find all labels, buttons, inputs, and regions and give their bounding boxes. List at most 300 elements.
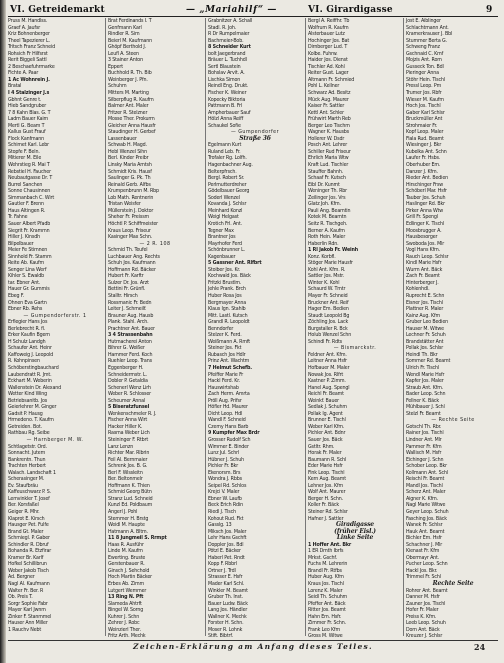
directory-entry: Rainer Jos. Tischl <box>406 430 444 437</box>
directory-entry: Gstltr. Rhm. <box>308 443 335 450</box>
directory-entry: Seipel Rd. Schlos <box>208 482 247 489</box>
directory-entry: Kotek M. Beamtn <box>308 214 347 221</box>
header-page-number: 9 <box>486 5 493 15</box>
directory-entry: 7 8 Kahn Blas. G. T <box>8 109 51 116</box>
directory-entry: Mayrhofer Ferd <box>208 240 242 247</box>
directory-entry: Seidl Th. Schuhm <box>308 594 348 601</box>
directory-entry: Mayer Fr. Schneid <box>308 292 348 299</box>
directory-entry: Meier Fe Stimnen <box>8 247 48 254</box>
directory-entry: Kastner P. Zimm. <box>308 378 346 385</box>
directory-entry: — Rechte Seite <box>431 417 475 424</box>
directory-entry: Pohl L. Kellner <box>308 83 340 90</box>
directory-entry: Bader Leop. Schn <box>406 391 446 398</box>
directory-entry: Horak Fr. Maler <box>308 450 342 457</box>
directory-entry: Hebl Wenzel Sihn <box>108 148 147 155</box>
directory-entry: Brand Gt. Maler <box>8 528 44 535</box>
directory-entry: Pirker Anna Wtw <box>406 207 443 214</box>
directory-entry: Eisner Jos. Tischl <box>406 299 443 306</box>
directory-entry: Neubautgasse Dr. T <box>8 175 53 182</box>
directory-entry: Theel Tapezierer L. <box>8 37 50 44</box>
directory-entry: Zauner Jos. Tischl <box>406 600 446 607</box>
directory-entry: Tischler Ad. Kohl <box>308 63 345 70</box>
directory-entry: Kraus Leop. Friseur <box>108 227 151 234</box>
directory-entry: Stöhr Hein. Tischl <box>406 76 446 83</box>
directory-entry: Bergl A. Reiffhr. Tb <box>308 18 350 24</box>
directory-entry: R. Kohnpinsen <box>8 358 40 365</box>
directory-entry: Zach Fr. Beamt <box>406 273 440 280</box>
directory-entry: 1 Rauchv Nebt <box>8 626 42 633</box>
directory-entry: Lehr Hans Gschft <box>208 535 247 542</box>
directory-entry: Flock Kanfmann <box>8 135 45 142</box>
directory-entry: Schimet Karl. Lebr <box>8 142 49 149</box>
directory-entry: Ohnen Eva Gartn <box>8 299 47 306</box>
directory-entry: Pötzl E. Bäcker <box>208 548 241 555</box>
directory-entry: Leeb Leop. Schuh <box>406 620 446 627</box>
directory-entry: Eppert <box>108 63 123 70</box>
directory-entry: Weidl M. Haupte <box>108 522 145 529</box>
directory-entry: Haberl Pet. Rndt <box>208 554 245 561</box>
directory-entry: Kubelka Ant. Schn <box>406 148 447 155</box>
directory-entry: Schaurd W. Tmtr <box>308 286 346 293</box>
directory-entry: Kohout Rud. Fkt <box>208 515 244 522</box>
directory-entry: Hubert Fr. Karftr <box>108 273 144 280</box>
directory-entry: Luchbauer Ang. Rechts <box>108 253 160 260</box>
directory-entry: Balmer Ant. Maler <box>108 103 149 110</box>
directory-entry: Egelmann Kurt <box>208 142 242 149</box>
column-2 <box>108 18 202 640</box>
directory-entry: Hoffmann Rd. Bäcker <box>108 266 156 273</box>
directory-entry: Rathbau Rg. Seibe <box>8 430 50 437</box>
directory-entry: Hanel Aug. Spengl <box>308 384 350 391</box>
directory-entry: Schiller Rud Friseur <box>308 148 351 155</box>
directory-entry: Koller Fr. Bäck <box>308 502 339 509</box>
directory-entry: Laufer Fr. Hsbs. <box>406 155 441 162</box>
directory-entry: Bratal <box>8 83 22 90</box>
directory-entry: Posch Ant. Lehrer <box>308 142 348 149</box>
directory-entry: Sommer Rd. Beamt <box>406 358 451 365</box>
directory-entry: Leitner Anna Hsfr <box>308 358 347 365</box>
directory-entry: Tegner Max <box>208 227 234 234</box>
directory-entry: Klaprot E. Kirsch <box>8 515 45 522</box>
directory-entry: Kaffoweig J. Leopold <box>8 351 54 358</box>
directory-entry: Pichler Fr. Bkr <box>208 463 239 470</box>
directory-entry: bolt Jaegerbrand <box>208 50 246 57</box>
directory-entry: Schtlagetstr. Ord. <box>8 443 47 450</box>
directory-entry: Reichl Fr. Beamt <box>308 391 344 398</box>
directory-entry: Simmanbach C. Wirt <box>8 194 55 201</box>
directory-entry: Wenkenschmeler R. J. <box>108 410 157 417</box>
directory-entry: Höfler Hd. Maurer <box>208 404 248 411</box>
directory-entry: Ampherbauer Sauf <box>208 109 251 116</box>
directory-entry: Schwarz Ad. Besitz <box>308 90 351 97</box>
directory-entry: Gödelbauer Georg <box>208 188 250 195</box>
directory-entry: Schöberstingbauchard <box>8 364 59 371</box>
directory-entry: Rasma Weber Lich <box>108 430 150 437</box>
directory-entry: Hahn Em. Hsfr. <box>308 613 342 620</box>
directory-entry: Staudinger H. Gerbef <box>108 129 156 136</box>
directory-entry: Haslinger Rd. Bkr <box>406 201 445 208</box>
directory-entry: Feldner Ant. Kfm. <box>308 351 347 358</box>
directory-entry: Seitz R. Tischgeh. <box>308 220 348 227</box>
directory-entry: Berner A. Kaufm <box>308 227 345 234</box>
directory-entry: Kapfer Jos. Maler <box>406 378 444 385</box>
directory-entry: Laubendratt R. Jmt. <box>8 371 52 378</box>
directory-entry: Stemmer H. Brstg <box>108 515 149 522</box>
directory-entry: Brandl Fr. Rtfbs <box>308 567 342 574</box>
footer-rule <box>8 640 498 641</box>
directory-entry: Moosbrugger A. <box>406 227 442 234</box>
directory-entry: Hoch Martin Bäcker <box>108 574 152 581</box>
directory-entry: I 4 Stalzinger J.s <box>8 90 50 97</box>
directory-entry: Stoiber Jos. Kr. <box>208 266 241 273</box>
directory-entry: Sorgr Sophie Fabr <box>8 600 48 607</box>
directory-entry: Linde M. Kaufm <box>108 548 143 555</box>
directory-entry: Kollmann Ant. Schl <box>406 469 449 476</box>
directory-entry: Hoch Jos. Tischl <box>406 103 441 110</box>
header-left-street: VI. Getreidemarkt <box>10 5 105 15</box>
directory-entry: Geyer Leop. Schuh <box>406 509 449 516</box>
directory-entry: Plattner R. Maler <box>406 306 444 313</box>
directory-entry: Wallenstein Dr. Alexand <box>8 384 61 391</box>
directory-entry: Giradigasse <box>336 521 374 529</box>
directory-entry: Kagenbauer <box>208 253 236 260</box>
directory-entry: Pfeiffer Marie Fr <box>208 371 244 378</box>
directory-entry: Rossmanic Fr. Bedn <box>108 299 152 306</box>
directory-entry: Linsky Maria Amtsh <box>108 162 152 169</box>
directory-entry: Konz. Korbfl. <box>308 253 336 260</box>
footer-page-number: 24 <box>474 642 486 652</box>
directory-entry: Bohanda R. Etzfirar <box>8 548 52 555</box>
directory-entry: Grosser Rudolf Sch <box>208 437 251 443</box>
directory-entry: Schuhm <box>108 83 127 90</box>
directory-entry: Rerit Biggeli Sattl <box>8 57 47 64</box>
directory-entry: Lindner Ant. Mlr <box>406 437 442 443</box>
directory-entry: Schweng Franz <box>406 44 440 51</box>
directory-entry: Kreuzer J. Schlsr <box>406 633 443 640</box>
directory-entry: Rohsich Fr Hilfsrst <box>8 50 48 57</box>
directory-entry: Brantner Jos <box>208 234 236 241</box>
directory-entry: Wieser M. Kaufm <box>406 96 444 103</box>
directory-entry: Pieringer Anna <box>406 70 439 77</box>
directory-entry: Lob Math. Rentnerin <box>108 194 154 201</box>
directory-entry: Gbhnt Genre t. <box>8 96 42 103</box>
directory-entry: Gleicher Anna Hausfr <box>108 122 156 129</box>
directory-entry: Plank. Stahl. Arch. <box>108 319 149 326</box>
directory-entry: Fritzki Brustlm. <box>208 279 242 286</box>
directory-entry: Hauswirtshab <box>208 384 239 391</box>
directory-entry: Kochwald Jos. Bäck <box>208 273 251 280</box>
directory-entry: 1 ER Dmth Ibrfs <box>308 548 344 555</box>
directory-entry: Buchhold R. Th. Bib <box>108 70 152 77</box>
directory-entry: Winkler M. Beamt <box>208 587 248 594</box>
directory-entry: Bräuer L. Tuchhdl <box>208 57 247 64</box>
directory-entry: Kunzl Ed. Poldbaum <box>108 502 153 509</box>
directory-entry: Kolbe. Fuhrw. <box>308 50 338 57</box>
directory-entry: Soderl Wenzel <box>208 194 240 201</box>
directory-entry: Ob. Preis T. <box>8 594 33 601</box>
column-5 <box>406 18 500 640</box>
directory-entry: Weißmann A. Rmft <box>208 338 250 345</box>
directory-entry: Burrel Sanchen <box>8 181 43 188</box>
directory-entry: Strasser E. Hsfr <box>208 574 243 581</box>
directory-entry: Kaffeuschwarz P. S. <box>8 489 51 496</box>
directory-entry: Berger Leo Tischm <box>308 122 350 129</box>
directory-entry: Lechner Fr. Schuh <box>406 332 446 339</box>
directory-entry: Schlachtmann Ant. <box>406 24 449 31</box>
directory-entry: Staudt Leopold Bg <box>308 312 350 319</box>
directory-entry: Hübner J. Schuh <box>208 456 244 463</box>
directory-entry: Schindl Fr. Rdts <box>308 338 343 345</box>
directory-entry: — Bismarckstr. <box>333 345 377 352</box>
directory-entry: Betriebsanitb. Jos <box>8 397 48 404</box>
directory-entry: Huber Aug. Kfm <box>308 574 344 581</box>
directory-entry: Hollerer W. Dsdr <box>308 135 345 142</box>
directory-entry: Hieb Sandgruber <box>8 103 47 110</box>
directory-entry: Danner M. Hsfr <box>406 594 440 601</box>
directory-entry: Sauer Albert Pfadb <box>8 220 51 227</box>
directory-entry: Beierl M. Kaufmann <box>108 37 152 44</box>
directory-entry: Tr. Fahne <box>8 214 28 221</box>
directory-entry: Stopfe F. Beln. <box>8 148 40 155</box>
directory-entry: Pruss M. Handlss. <box>8 18 48 24</box>
directory-entry: Pattmann B. Frl <box>208 103 243 110</box>
directory-entry: Miksch Jos. Maler <box>208 528 247 535</box>
directory-entry: Kallus Gust Frauf <box>8 129 46 136</box>
page-header <box>8 3 500 17</box>
directory-entry: Gross M. Witwe <box>308 633 343 640</box>
directory-entry: Bilpelbauer <box>8 240 34 247</box>
directory-entry: Wallner K. Mechk <box>208 613 247 620</box>
directory-entry: Kindl Marie Hsfr <box>406 260 442 267</box>
directory-entry: Kraus Jos. Tischl <box>308 581 344 588</box>
directory-entry: Reiter Gust. Lager <box>308 70 349 77</box>
directory-entry: Bohslav Arvit. A. <box>208 70 245 77</box>
directory-entry: Mitierer M. Eile <box>8 155 42 162</box>
directory-entry: Hauser M. Witwe <box>406 325 444 332</box>
directory-columns <box>8 18 500 640</box>
column-1 <box>8 18 102 636</box>
directory-entry: Roth Hein. Maler <box>308 234 346 241</box>
directory-entry: Stauffer Bahnh. <box>308 168 344 175</box>
directory-entry: Leufl A. Steen <box>108 50 139 57</box>
directory-entry: Ulrich Fr. Tischl <box>406 364 440 371</box>
directory-entry: Scherasinger M. <box>8 476 45 483</box>
directory-entry: Oberhuber Em. <box>406 162 441 169</box>
directory-entry: Mück Aug. Maurer <box>308 96 349 103</box>
directory-entry: Feil Al. Bernmaier <box>108 456 148 463</box>
directory-entry: 11 8 Jungmeil S. Rrmpt <box>108 535 167 542</box>
directory-entry: Krotich Frl. Ant. <box>208 220 243 227</box>
directory-entry: H Schulz Landgh <box>8 338 46 345</box>
directory-entry: Fiala Rud. Beamt <box>406 135 444 142</box>
page-binding-shadow <box>0 0 6 663</box>
directory-entry: Stummer Berta G. <box>406 37 447 44</box>
directory-entry: 1 Hoffer Ant. Bkr <box>308 541 352 548</box>
directory-entry: Bruckner Ant. Reif <box>308 299 349 306</box>
directory-entry: Bergmayer Anna <box>208 299 246 306</box>
directory-entry: Aigner K. Kfm. <box>406 495 439 502</box>
directory-entry: Grabnitzer A. Schall <box>208 18 253 24</box>
directory-entry: Riedl J. Tisch <box>208 509 236 516</box>
directory-entry: Wallisch M. Hsfr <box>406 450 442 457</box>
directory-entry: 3 4 Strassenbahn <box>108 332 153 339</box>
directory-entry: Alsterbauer Lutz <box>308 31 345 38</box>
directory-entry: Pfeffer Ant. Bäck <box>308 600 346 607</box>
directory-entry: 1 Rl Jakob Fr. Weinh <box>308 247 358 254</box>
directory-entry: Ortner J. Trdl <box>208 567 236 574</box>
directory-entry: Kainz Aug. Kfm <box>406 312 440 319</box>
directory-entry: Forster H. Schn. <box>208 620 244 627</box>
directory-entry: Schönbrunner L. <box>208 247 245 254</box>
directory-entry: Angerl J. Pohl <box>108 509 138 516</box>
directory-entry: Wurm Ant. Bäck <box>406 266 443 273</box>
directory-entry: 5 Biseratzfunsel <box>108 404 150 411</box>
directory-entry: Sonnacht. Jutem <box>8 450 46 457</box>
directory-entry: Burgstaller R. Bck <box>308 325 348 332</box>
directory-entry: Hinterberger J. <box>406 279 439 286</box>
directory-entry: Hacker Hiller K. <box>108 423 143 430</box>
directory-entry: — 2 R. 108 <box>139 240 171 247</box>
directory-entry: Stift. Bibtrf. <box>208 633 233 640</box>
directory-entry: Müllerstein J. Doktor <box>108 207 154 214</box>
directory-entry: Senger Lina Werf <box>8 266 47 273</box>
directory-entry: Sertl Blaustein <box>208 63 241 70</box>
directory-entry: Pucher Leop. Schn <box>406 561 448 568</box>
directory-entry: Klaus Ign. Stahlb <box>208 306 246 313</box>
directory-entry: Mitters M. Marting <box>108 90 149 97</box>
directory-entry: Zinker F. Stanmmel <box>8 613 52 620</box>
directory-entry: Fellner K. Bäck <box>406 397 439 404</box>
directory-entry: Fasching Jos. Bäck <box>406 515 447 522</box>
directory-entry: Gasslg. 13 <box>208 522 232 529</box>
directory-entry: Hölzl Anna Reiff <box>208 116 244 123</box>
directory-entry: Berlebrecht R. fl. <box>8 325 46 332</box>
directory-entry: Scherz Ant. Maler <box>406 489 446 496</box>
directory-entry: Hausger Pet. Fulfe <box>8 522 49 529</box>
directory-entry: Weber R. Schlosser <box>108 391 151 398</box>
directory-entry: Schneidermstr. L. <box>108 371 147 378</box>
directory-entry: Stelzl Fr. Beamt <box>406 410 441 417</box>
directory-entry: Kettl Ant. Schler <box>308 109 344 116</box>
directory-entry: Wendl Marie Hsfr <box>406 371 445 378</box>
directory-entry: Mayer Karl Jwnm <box>8 607 46 614</box>
directory-entry: Weber Karl Kfm. <box>308 423 345 430</box>
directory-entry: Ebner W. Laufb <box>208 495 242 502</box>
directory-entry: Lemvinkler T. Josef <box>8 495 50 502</box>
directory-entry: Brunner E. Tischl <box>308 417 346 424</box>
directory-entry: Grandl R. Leopoldt <box>208 319 250 326</box>
directory-entry: Sinnhold Fr. Stamm <box>8 253 52 260</box>
directory-entry: — Gumpendorfer <box>230 129 280 136</box>
directory-entry: Lassenbauer <box>108 135 137 142</box>
directory-entry: Eckhart M. Weberin <box>8 378 52 385</box>
directory-entry: Trumer Jos. Rbfr <box>406 90 442 97</box>
directory-entry: Schmid Th. Teufel <box>108 247 148 254</box>
directory-entry: Zeilinger Jos. Vrs <box>308 194 346 201</box>
directory-entry: Weber Jakob Tisch <box>8 567 49 574</box>
directory-entry: Schober Leop. Bkr <box>406 463 447 470</box>
directory-entry: Kraft Lud. Tischler <box>308 162 349 169</box>
directory-entry: Schöberl Mar. Hsfr <box>406 188 447 195</box>
directory-entry: Berl F. Wissleitn <box>108 469 143 476</box>
directory-entry: Fischer Anna Wirt <box>108 417 148 424</box>
directory-entry: Schwab H. Magd. <box>108 142 147 149</box>
directory-entry: Schmiegl. P. Gaber <box>8 535 50 542</box>
directory-entry: Fischer K. Weiner <box>208 90 247 97</box>
directory-entry: Schuh Jos. Kaufmann <box>108 260 156 267</box>
directory-entry: Reindl Eng. Drukt. <box>208 83 249 90</box>
directory-entry: Haus Altingen R. <box>8 207 46 214</box>
directory-entry: Ruprecht E. Schn <box>406 292 445 299</box>
directory-entry: R Dr Rumpelmaier <box>208 31 250 38</box>
directory-entry: Belterpfrsch. <box>208 168 237 175</box>
directory-entry: Hagenbachner Aug. <box>208 162 253 169</box>
directory-entry: Gusseck Ton. Bdl <box>406 63 444 70</box>
directory-entry: Hauer Gr. Gummis <box>8 286 50 293</box>
directory-entry: Swoboda Jos. Mlr <box>406 240 445 247</box>
directory-entry: Jehle Prank. Brch <box>208 286 246 293</box>
directory-entry: Ladm Bauer Kaim <box>8 116 49 123</box>
directory-entry: Kriz Bohnenberger <box>8 31 50 38</box>
directory-entry: Wandl F. Schneid <box>208 417 246 424</box>
directory-entry: Höchtl P. Schiffmeister <box>108 220 158 227</box>
directory-entry: Ebner Rb. Rehs <box>8 306 43 313</box>
directory-entry: Ruehler Leop. Trans <box>108 358 152 365</box>
directory-entry: Geierlehrer M. Ginger <box>8 404 57 411</box>
directory-entry: Doppler Jos. Bdl <box>208 541 244 548</box>
directory-entry: Hackl Ferd. Kr. <box>208 378 240 385</box>
directory-entry: Reischl Fr. Beamt <box>406 476 445 483</box>
directory-entry: Hrmedeno. T. Kaufm <box>8 417 54 424</box>
directory-entry: Schmidt Kris. Hausf <box>108 168 152 175</box>
directory-entry: Benndorfer <box>208 325 234 332</box>
directory-entry: Haider Jos. Dienst <box>308 57 348 64</box>
directory-entry: (früher Eisl.) <box>334 527 376 535</box>
directory-entry: Nagl Al. Kaufmann <box>8 581 50 588</box>
directory-entry: Wolfrum R. Kaufm <box>308 24 349 31</box>
directory-entry: Krejci V. Maler <box>208 489 240 496</box>
directory-entry: Mader Karl Schl. <box>208 581 245 588</box>
directory-entry: Rieder Ant. Bedien <box>406 175 448 182</box>
directory-entry: 1 Ac Wohnrein J. <box>8 76 50 83</box>
directory-entry: Ginsch J. Sehchold <box>108 567 150 574</box>
directory-entry: Weinberger J. Pfn. <box>108 76 148 83</box>
directory-entry: Weninger Th. Rbr <box>308 188 347 195</box>
directory-entry: Ber. Beltonmelr <box>108 476 143 483</box>
directory-entry: 13 Ring N. Pft <box>108 594 144 601</box>
directory-entry: Graef A. Jaufsr <box>8 24 41 31</box>
directory-entry: Vogl Hans Kfm. <box>406 247 441 254</box>
directory-entry: Fritzer R. Stelzner <box>108 109 148 116</box>
directory-entry: Edlinger K. Tischl <box>406 220 445 227</box>
directory-entry: Danzer J. Kfm. <box>406 168 438 175</box>
directory-entry: Rauch Leop. Schlsr <box>406 253 449 260</box>
directory-entry: Perlmutterdreher <box>208 181 247 188</box>
directory-entry: Fichte A. Paar <box>8 70 39 77</box>
directory-entry: Trimmel Fr. Schl <box>406 574 441 581</box>
directory-entry: Ritter Jos. Beamt <box>308 607 346 614</box>
directory-entry: Krumpenbrunn M. Rbp <box>108 188 159 195</box>
directory-entry: Beck Erich Rdin <box>208 502 243 509</box>
directory-entry: Wanek Fr. Schlsr <box>406 522 443 529</box>
directory-entry: Genfmann Karl <box>108 24 142 31</box>
directory-entry: Gruber Th. Inst. <box>208 594 243 601</box>
directory-entry: — Harnberger M. W. <box>26 437 84 443</box>
directory-entry: Ewerting. Bruste <box>108 554 146 561</box>
directory-entry: Sauer Jos. Bäck <box>308 437 343 443</box>
directory-entry: Mühlbauer J. Schl <box>406 404 445 411</box>
directory-entry: Gschnaid C. Kmf <box>406 50 444 57</box>
